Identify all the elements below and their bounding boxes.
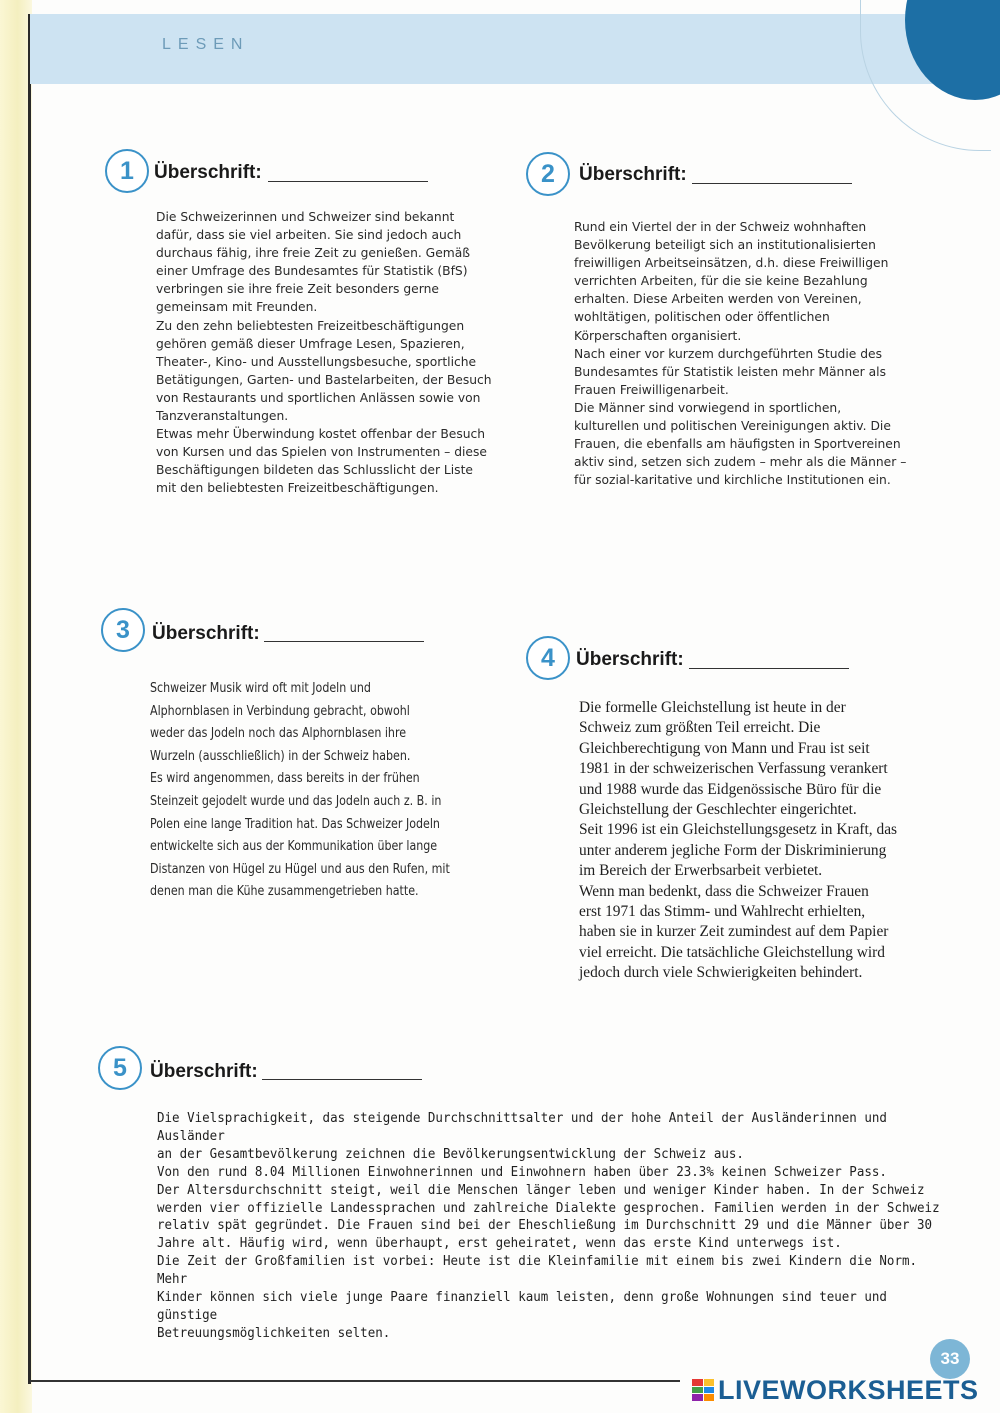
- heading-answer-line[interactable]: [692, 183, 852, 184]
- section-number-badge: 4: [526, 636, 570, 680]
- section-number-badge: 1: [105, 149, 149, 193]
- heading-label: Überschrift:: [152, 623, 260, 644]
- heading-answer-line[interactable]: [264, 641, 424, 642]
- section-text: Schweizer Musik wird oft mit Jodeln und Alphornblasen in Verbindung gebracht, obwohl weder das Jodeln noch das Alphornblasen ihre Wurzeln (ausschließlich) in der Schweiz haben. Es wird angenommen, dass bereits in der frühen Steinzeit gejodelt wurde und das Jodeln auch z. B. in Polen eine lange Tradition hat. Das Schweizer Jodeln entwickelte sich aus der Kommunikation über lange Distanzen von Hügel zu Hügel und aus den Rufen, mit denen man die Kühe zusammengetrieben hatte.: [150, 681, 450, 900]
- footer-line: [30, 1380, 680, 1382]
- section-text: Die formelle Gleichstellung ist heute in der Schweiz zum größten Teil erreicht. Die Gleichberechtigung von Mann und Frau ist seit 1981 in der schweizerischen Verfassung verankert und 1988 wurde das Eidgenössische Büro für die Gleichstellung der Geschlechter eingerichtet. Seit 1996 ist ein Gleichstellungsgesetz in Kraft, das unter anderem jegliche Form der Diskriminierung im Bereich der Erwerbsarbeit verbietet. Wenn man bedenkt, dass die Schweizer Frauen erst 1971 das Stimm- und Wahlrecht erhielten, haben sie in kurzer Zeit zumindest auf dem Papier viel erreicht. Die tatsächliche Gleichstellung wird jedoch durch viele Schwierigkeiten behindert.: [579, 699, 898, 982]
- heading-label: Überschrift:: [579, 164, 687, 185]
- heading-label: Überschrift:: [150, 1061, 258, 1082]
- logo-text: LIVEWORKSHEETS: [718, 1374, 979, 1405]
- heading-answer-line[interactable]: [268, 181, 428, 182]
- heading-label: Überschrift:: [576, 649, 684, 670]
- section-number-badge: 2: [526, 152, 570, 196]
- section-text: Die Vielsprachigkeit, das steigende Durchschnittsalter und der hohe Anteil der Ausländerinnen und Ausländer an der Gesamtbevölkerung zeichnen die Bevölkerungsentwicklung der Schweiz aus. Von den rund 8.04 Millionen Einwohnerinnen und Einwohnern haben über 23.3% keinen Schweizer Pass. Der Altersdurchschnitt steigt, weil die Menschen länger leben und weniger Kinder haben. In der Schweiz werden vier offizielle Landessprachen und zahlreiche Dialekte gesprochen. Familien werden in der Schweiz relativ spät gegründet. Die Frauen sind bei der Eheschließung im Durchschnitt 29 und die Männer über 30 Jahre alt. Häufig wird, wenn überhaupt, erst geheiratet, wenn das erste Kind unterwegs ist. Die Zeit der Großfamilien ist vorbei: Heute ist die Kleinfamilie mit einem bis zwei Kindern die Norm. Mehr Kinder können sich viele junge Paare finanziell kaum leisten, denn große Wohnungen sind teuer und günstige Betreuungsmöglichkeiten selten.: [157, 1111, 940, 1341]
- section-number-badge: 3: [101, 608, 145, 652]
- section-number-badge: 5: [98, 1046, 142, 1090]
- section-text: Rund ein Viertel der in der Schweiz wohnhaften Bevölkerung beteiligt sich an institutionalisierten freiwilligen Arbeitseinsätzen, d.h. diese Freiwilligen verrichten Arbeiten, für die sie keine Bezahlung erhalten. Diese Arbeiten werden von Vereinen, wohltätigen, politischen oder öffentlichen Körperschaften organisiert. Nach einer vor kurzem durchgeführten Studie des Bundesamtes für Statistik leisten mehr Männer als Frauen Freiwilligenarbeit. Die Männer sind vorwiegend in sportlichen, kulturellen und politischen Vereinigungen aktiv. Die Frauen, die ebenfalls am häufigsten in Sportvereinen aktiv sind, setzen sich zudem – mehr als die Männer – für sozial-karitative und kirchliche Institutionen ein.: [574, 220, 907, 488]
- page-number-badge: 33: [930, 1339, 970, 1379]
- spine-line: [28, 14, 31, 1384]
- section-label: LESEN: [162, 36, 250, 53]
- heading-answer-line[interactable]: [689, 668, 849, 669]
- heading-label: Überschrift:: [154, 162, 262, 183]
- heading-answer-line[interactable]: [262, 1079, 422, 1080]
- section-text: Die Schweizerinnen und Schweizer sind bekannt dafür, dass sie viel arbeiten. Sie sind jedoch auch durchaus fähig, ihre freie Zeit zu genießen. Gemäß einer Umfrage des Bundesamtes für Statistik (BfS) verbringen sie ihre freie Zeit besonders gerne gemeinsam mit Freunden. Zu den zehn beliebtesten Freizeitbeschäftigungen gehören gemäß dieser Umfrage Lesen, Spazieren, Theater-, Kino- und Ausstellungsbesuche, sportliche Betätigungen, Garten- und Bastelarbeiten, der Besuch von Restaurants und sportlichen Anlässen sowie von Tanzveranstaltungen. Etwas mehr Überwindung kostet offenbar der Besuch von Kursen und das Spielen von Instrumenten – diese Beschäftigungen bildeten das Schlusslicht der Liste mit den beliebtesten Freizeitbeschäftigungen.: [156, 210, 492, 496]
- liveworksheets-logo: [692, 1375, 979, 1405]
- logo-grid-icon: [692, 1379, 714, 1401]
